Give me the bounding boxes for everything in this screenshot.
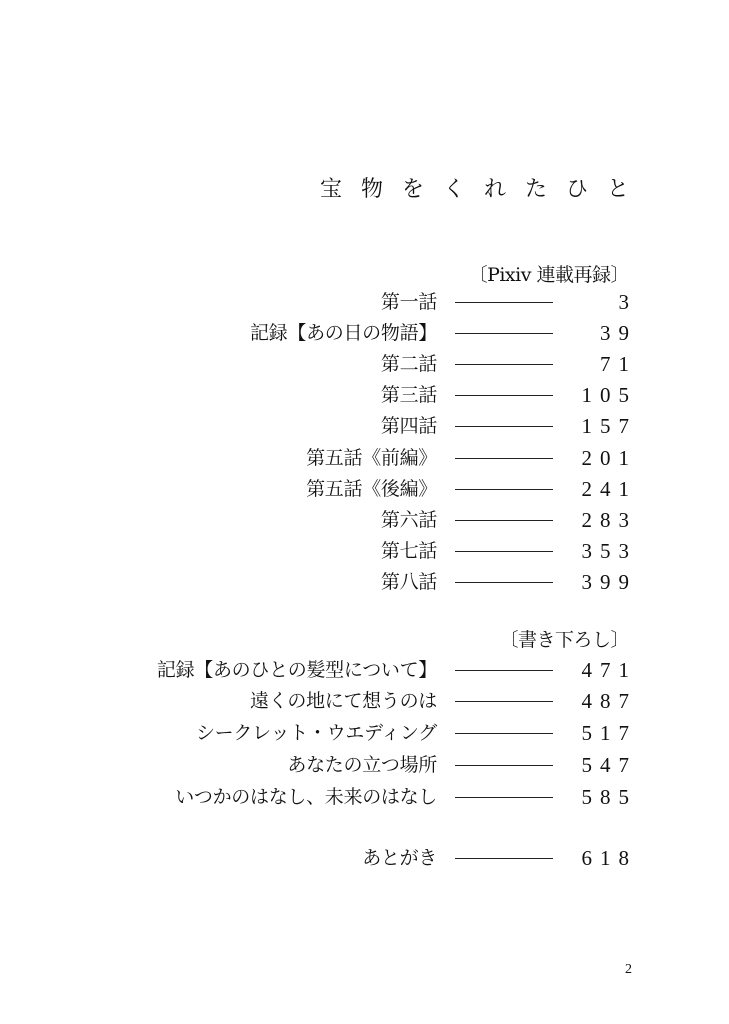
leader-line — [455, 364, 553, 365]
leader-line — [455, 858, 553, 859]
leader-line — [455, 670, 553, 671]
leader-line — [455, 733, 553, 734]
toc-entry-title: いつかのはなし、未来のはなし — [175, 786, 437, 808]
toc-entry-title: 第四話 — [380, 415, 437, 437]
toc-entry[interactable] — [0, 845, 729, 871]
toc-entry-title: 第五話《前編》 — [306, 447, 437, 469]
leader-line — [455, 395, 553, 396]
toc-entry-page: 399 — [581, 570, 637, 594]
toc-entry-page: 517 — [581, 721, 637, 745]
leader-line — [455, 551, 553, 552]
book-title: 宝物をくれたひと — [319, 177, 648, 202]
leader-line — [455, 582, 553, 583]
toc-entry[interactable] — [0, 507, 729, 533]
toc-entry[interactable] — [0, 538, 729, 564]
section-heading-pixiv: 〔Pixiv 連載再録〕 — [468, 264, 629, 286]
toc-entry-page: 157 — [581, 414, 637, 438]
toc-entry-page: 3 — [618, 290, 637, 314]
toc-entry[interactable] — [0, 351, 729, 377]
toc-entry-title: 第八話 — [380, 571, 437, 593]
leader-line — [455, 302, 553, 303]
leader-line — [455, 333, 553, 334]
toc-entry[interactable] — [0, 320, 729, 346]
toc-entry[interactable] — [0, 688, 729, 714]
toc-entry-page: 71 — [600, 352, 637, 376]
toc-entry[interactable] — [0, 752, 729, 778]
toc-entry-page: 585 — [581, 785, 637, 809]
toc-entry-page: 487 — [581, 689, 637, 713]
toc-entry-title: あとがき — [362, 847, 437, 869]
leader-line — [455, 426, 553, 427]
toc-entry-title: あなたの立つ場所 — [287, 754, 437, 776]
toc-entry-title: シークレット・ウエディング — [195, 722, 437, 744]
section-heading-original: 〔書き下ろし〕 — [499, 629, 629, 651]
leader-line — [455, 765, 553, 766]
toc-entry-page: 201 — [581, 446, 637, 470]
toc-entry[interactable] — [0, 720, 729, 746]
toc-entry-title: 遠くの地にて想うのは — [249, 690, 437, 712]
toc-entry-title: 第七話 — [380, 540, 437, 562]
toc-entry-page: 241 — [581, 477, 637, 501]
toc-entry-page: 547 — [581, 753, 637, 777]
toc-entry-page: 471 — [581, 658, 637, 682]
toc-entry[interactable] — [0, 289, 729, 315]
toc-entry-title: 第五話《後編》 — [306, 478, 437, 500]
toc-entry-page: 283 — [581, 508, 637, 532]
toc-entry-title: 記録【あのひとの髪型について】 — [156, 659, 437, 681]
toc-entry[interactable] — [0, 476, 729, 502]
toc-entry-title: 第一話 — [380, 291, 437, 313]
page-number: 2 — [625, 962, 632, 977]
toc-entry-page: 618 — [581, 846, 637, 870]
toc-entry-title: 記録【あの日の物語】 — [249, 322, 437, 344]
toc-entry[interactable] — [0, 445, 729, 471]
leader-line — [455, 701, 553, 702]
toc-entry[interactable] — [0, 569, 729, 595]
toc-entry-page: 105 — [581, 383, 637, 407]
toc-entry-title: 第六話 — [380, 509, 437, 531]
toc-entry-title: 第三話 — [380, 384, 437, 406]
leader-line — [455, 520, 553, 521]
toc-entry[interactable] — [0, 382, 729, 408]
leader-line — [455, 458, 553, 459]
toc-entry-page: 353 — [581, 539, 637, 563]
toc-entry-page: 39 — [600, 321, 637, 345]
toc-entry-title: 第二話 — [380, 353, 437, 375]
toc-entry[interactable] — [0, 413, 729, 439]
leader-line — [455, 489, 553, 490]
leader-line — [455, 797, 553, 798]
toc-entry[interactable] — [0, 784, 729, 810]
toc-entry[interactable] — [0, 657, 729, 683]
